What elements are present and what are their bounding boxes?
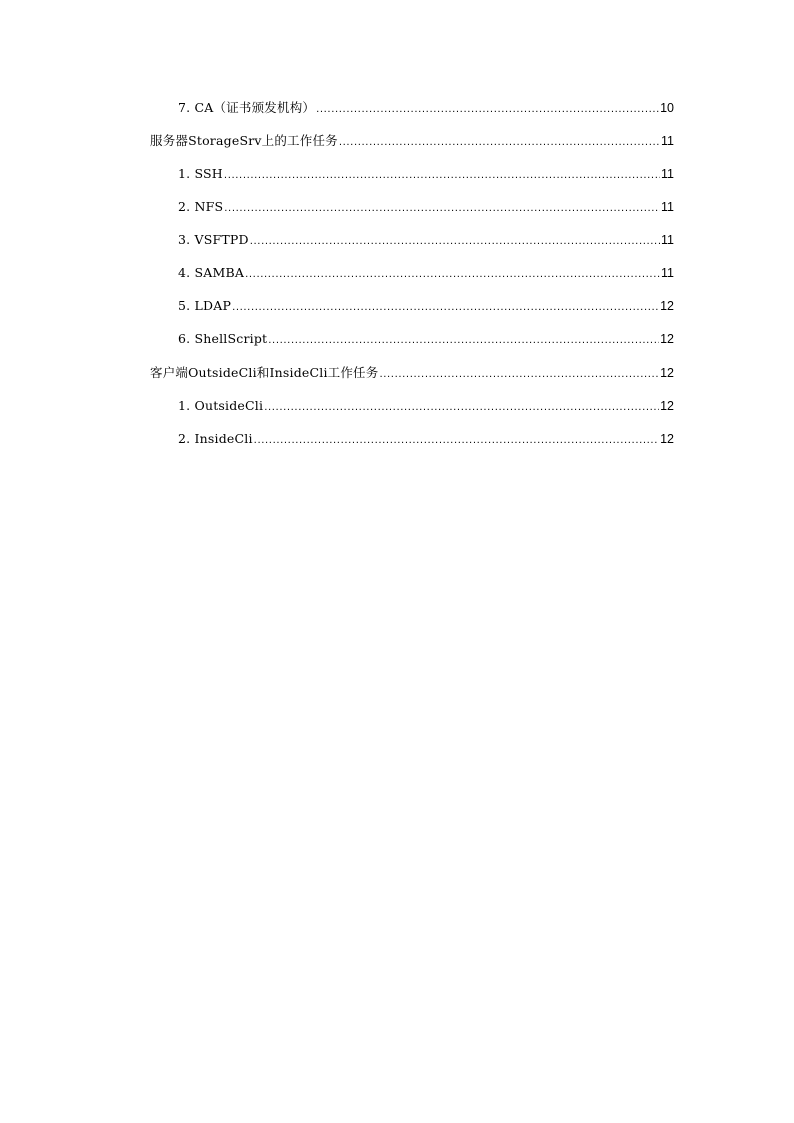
toc-entry-label: 2. NFS [178,199,224,214]
toc-entry[interactable] [178,230,674,250]
toc-entry[interactable] [150,363,674,383]
toc-page-number: 11 [661,167,674,181]
toc-entry-label: 7. CA（证书颁发机构） [178,100,316,115]
toc-entry-label: 6. ShellScript [178,331,268,346]
toc-page-number: 12 [660,399,674,413]
toc-dot-leader [224,166,660,184]
toc-entry-label: 服务器StorageSrv上的工作任务 [150,133,338,148]
toc-page-number: 12 [660,366,674,380]
toc-dot-leader [264,398,659,416]
toc-entry[interactable] [150,131,674,151]
toc-page-number: 11 [661,200,674,214]
toc-dot-leader [224,199,660,217]
toc-dot-leader [232,298,659,316]
toc-entry-label: 3. VSFTPD [178,232,249,247]
toc-entry[interactable] [178,164,674,184]
toc-dot-leader [316,100,659,118]
toc-page-number: 11 [661,266,674,280]
toc-dot-leader [245,265,660,283]
toc-entry-label: 1. OutsideCli [178,398,264,413]
toc-dot-leader [379,365,659,383]
toc-page-number: 11 [661,233,674,247]
toc-entry-label: 5. LDAP [178,298,232,313]
toc-dot-leader [250,232,660,250]
toc-page-number: 12 [660,332,674,346]
toc-entry[interactable] [178,429,674,449]
toc-entry[interactable] [178,197,674,217]
toc-entry[interactable] [178,98,674,118]
toc-dot-leader [268,331,659,349]
toc-entry[interactable] [178,263,674,283]
toc-entry[interactable] [178,296,674,316]
toc-entry-label: 4. SAMBA [178,265,245,280]
toc-entry[interactable] [178,329,674,349]
toc-page-number: 12 [660,299,674,313]
toc-dot-leader [254,431,659,449]
toc-page-number: 11 [661,134,674,148]
toc-entry[interactable] [178,396,674,416]
toc-entry-label: 客户端OutsideCli和InsideCli工作任务 [150,365,379,380]
toc-entry-label: 2. InsideCli [178,431,253,446]
toc-page-number: 10 [660,101,674,115]
toc-dot-leader [339,133,660,151]
toc-entry-label: 1. SSH [178,166,223,181]
toc-page-number: 12 [660,432,674,446]
